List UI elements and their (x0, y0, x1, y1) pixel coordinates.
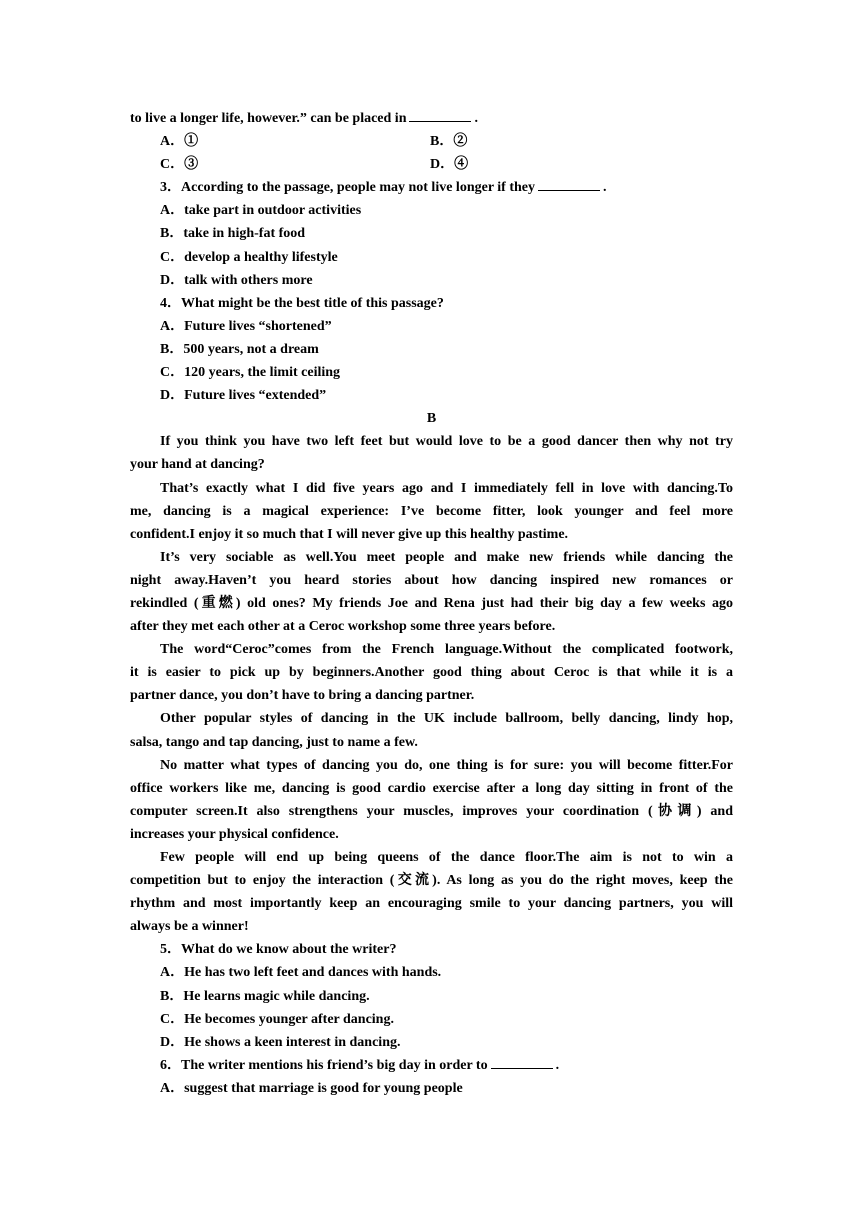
question-2-options-row-1 (130, 130, 733, 153)
passage-line: Other popular styles of dancing in the UK include ballroom, belly dancing, lindy hop, (160, 711, 733, 727)
passage-line: night away.Haven’t you heard stories about how dancing inspired new romances or (130, 572, 733, 588)
question-4-option-d: D．Future lives “extended” (160, 388, 327, 404)
question-2-tail-text: to live a longer life, however.” can be placed in (130, 111, 407, 126)
question-2-options-row-2 (130, 153, 733, 176)
question-2-tail (130, 107, 733, 130)
answer-blank (491, 1054, 553, 1069)
question-6-stem-text: 6．The writer mentions his friend’s big day in order to (160, 1057, 488, 1073)
passage-line: your hand at dancing? (130, 457, 265, 473)
question-3-option-d: D．talk with others more (160, 272, 313, 288)
question-3-option-a: A．take part in outdoor activities (160, 203, 362, 219)
passage-line: If you think you have two left feet but would love to be a good dancer then why not try (160, 434, 733, 450)
passage-line: always be a winner! (130, 919, 249, 935)
passage-line: office workers like me, dancing is good cardio exercise after a long day sitting in front of the (130, 780, 733, 796)
answer-blank (409, 107, 471, 122)
question-4-stem: 4．What might be the best title of this passage? (160, 295, 444, 311)
option-c: C．③ (160, 157, 199, 173)
passage-line: it is easier to pick up by beginners.Another good thing about Ceroc is that while it is a (130, 665, 733, 681)
question-5-option-d: D．He shows a keen interest in dancing. (160, 1034, 401, 1050)
question-6-option-a: A．suggest that marriage is good for young people (160, 1080, 463, 1096)
passage-line: competition but to enjoy the interaction (交流). As long as you do the right moves, keep the (130, 873, 733, 889)
passage-line: Few people will end up being queens of the dance floor.The aim is not to win a (160, 850, 733, 865)
option-d: D．④ (430, 157, 469, 173)
answer-blank (538, 176, 600, 191)
passage-line: rekindled (重燃) old ones? My friends Joe and Rena just had their big day a few weeks ago (130, 595, 733, 611)
question-5-stem: 5．What do we know about the writer? (160, 942, 397, 958)
passage-line: That’s exactly what I did five years ago and I immediately fell in love with dancing.To (160, 480, 733, 496)
question-6-stem (130, 1054, 733, 1077)
option-a: A．① (160, 134, 199, 150)
passage-line: partner dance, you don’t have to bring a dancing partner. (130, 688, 475, 704)
section-label: B (426, 411, 437, 427)
passage-line: salsa, tango and tap dancing, just to name a few. (130, 734, 418, 750)
question-4-option-a: A．Future lives “shortened” (160, 318, 332, 334)
question-4-option-c: C．120 years, the limit ceiling (160, 365, 341, 381)
question-4-option-b: B．500 years, not a dream (160, 341, 319, 357)
passage-line: No matter what types of dancing you do, one thing is for sure: you will become fitter.For (160, 757, 733, 773)
question-5-option-c: C．He becomes younger after dancing. (160, 1011, 394, 1027)
question-3-stem-text: 3．According to the passage, people may not live longer if they (160, 180, 535, 196)
question-5-option-b: B．He learns magic while dancing. (160, 988, 370, 1004)
passage-line: rhythm and most importantly keep an encouraging smile to your dancing partners, you will (130, 896, 733, 912)
question-5-option-a: A．He has two left feet and dances with hands. (160, 965, 442, 981)
question-2-end: . (474, 111, 478, 126)
option-b: B．② (430, 134, 468, 150)
passage-line: after they met each other at a Ceroc workshop some three years before. (130, 619, 556, 635)
passage-line: computer screen.It also strengthens your muscles, improves your coordination (协调) and (130, 803, 733, 819)
question-3-option-b: B．take in high-fat food (160, 226, 306, 242)
question-6-end: . (555, 1057, 560, 1073)
passage-line: confident.I enjoy it so much that I will never give up this healthy pastime. (130, 526, 569, 542)
question-3-end: . (603, 180, 607, 196)
passage-line: The word“Ceroc”comes from the French language.Without the complicated footwork, (160, 642, 733, 658)
passage-line: increases your physical confidence. (130, 826, 339, 842)
question-3-option-c: C．develop a healthy lifestyle (160, 249, 338, 265)
passage-line: It’s very sociable as well.You meet people and make new friends while dancing the (160, 549, 733, 565)
question-3-stem (130, 176, 733, 199)
passage-line: me, dancing is a magical experience: I’ve become fitter, look younger and feel more (130, 503, 733, 519)
document-content (130, 107, 733, 1100)
